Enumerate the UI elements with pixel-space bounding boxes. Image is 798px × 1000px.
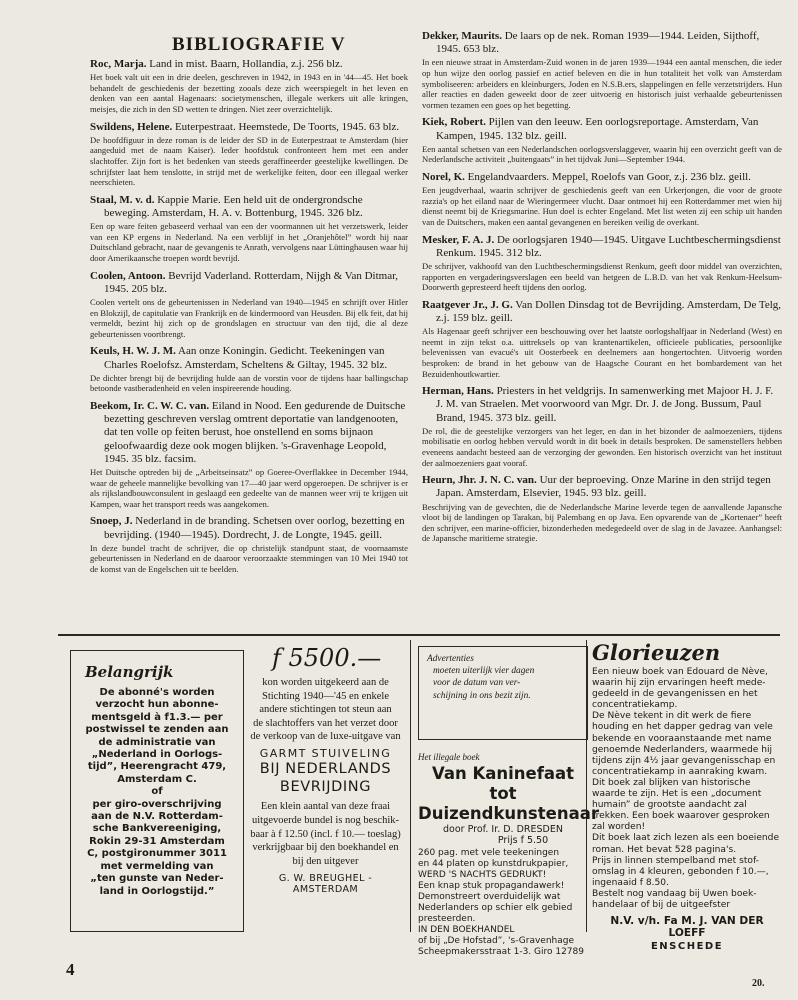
entry-description: Een op ware feiten gebaseerd verhaal van een der voormannen uit het verzetswerk, leider van een KP ergens in Nederland. Na een verblijf in het „Oranjehôtel” wordt hij naar Duitschland gebracht, naar de gevangenis te Anrath, vervolgens naar Lüttinghausen waar hij door Amerikaansche troepen wordt bevrijd. bbox=[90, 221, 408, 263]
bibliography-entry bbox=[422, 30, 782, 110]
ad-line: waarin hij zijn ervaringen heeft mede- bbox=[592, 678, 766, 689]
ad-heading: Glorieuzen bbox=[592, 640, 721, 665]
ad-body-2 bbox=[248, 800, 403, 869]
entry-description: In deze bundel tracht de schrijver, die op christelijk standpunt staat, de voornaamste gebeurtenissen in Nederland en de daaroor veroorzaakte stemmingen van 10 Mei 1940 tot de komst van de Engelschen uit te beelden. bbox=[90, 542, 408, 574]
ad-line: De Nève tekent in dit werk de fiere bbox=[592, 711, 752, 722]
ad-line: bij den uitgever bbox=[292, 856, 359, 868]
ad-line: humain” de grootste aandacht zal bbox=[592, 800, 747, 811]
bibliography-entry bbox=[422, 474, 782, 544]
bibliography-entry bbox=[422, 234, 782, 293]
entry-title: Land in mist. Baarn, Hollandia, z.j. 256 blz. bbox=[149, 58, 343, 70]
entry-description: Het Duitsche optreden bij de „Arbeitseinsatz” op Goeree-Overflakkee in December 1944, waar de geheele mannelijke bevolking van 17—40 jaar werd opgeroepen. De schrijver is er als rijkslandbouwconsulent in geslaagd een gedeelte van de mannen weer vrij te krijgen uit Kampen, waar het transport reeds was aangekomen. bbox=[90, 466, 408, 509]
ad-line: houding en het dapper gedrag van vele bbox=[592, 722, 773, 733]
ad-line: roman. Het bevat 528 pagina's. bbox=[592, 844, 737, 855]
ad-line: kon worden uitgekeerd aan de bbox=[262, 677, 389, 688]
notice-line: met vermelding van bbox=[100, 860, 214, 872]
ad-line: 260 pag. met vele teekeningen bbox=[418, 848, 560, 858]
notice-line: moeten uiterlijk vier dagen bbox=[433, 666, 535, 677]
ad-line: WERD 'S NACHTS GEDRUKT! bbox=[418, 870, 547, 880]
bibliography-entry bbox=[90, 270, 408, 340]
notice-line: voor de datum van ver- bbox=[433, 678, 521, 689]
notice-label: Advertenties bbox=[427, 654, 474, 664]
ad-line: of bij „De Hofstad”, 's-Gravenhage bbox=[418, 936, 575, 946]
entry-author: Coolen, Antoon. bbox=[90, 269, 166, 282]
entry-citation bbox=[90, 400, 408, 466]
ad-body bbox=[248, 676, 403, 744]
entry-description: In een nieuwe straat in Amsterdam-Zuid wonen in de jaren 1939—1944 een aantal menschen, die ieder op hun wijze den oorlog passief en actief beleven en die in hun totaliteit het volk van Amsterdam symboliseeren: arbeiders en kleinburgers, Joden en N.S.B.ers, slappelingen en felle verzetstrijders. Hun aller reacties en daden geweekt door de zeer uitvoerig en historisch juist verhaalde gebeurtenissen vormen tezamen een goes op het begetting. bbox=[422, 57, 782, 110]
ad-line: Bestelt nog vandaag bij Uwen boek- bbox=[592, 888, 757, 899]
entry-citation bbox=[90, 515, 408, 541]
entry-author: Staal, M. v. d. bbox=[90, 193, 155, 206]
entry-title: De oorlogsjaren 1940—1945. Uitgave Luchtbeschermingsdienst Renkum. 1945. 312 blz. bbox=[436, 233, 781, 259]
notice-line: „ten gunste van Neder- bbox=[90, 873, 224, 885]
ad-line: ingenaaid f 8.50. bbox=[592, 877, 669, 888]
entry-description: De dichter brengt bij de bevrijding hulde aan de vorstin voor de tijdens haar ballingschap betoonde vastberadenheid en velen inspireerende houding. bbox=[90, 372, 408, 394]
entry-title: Eiland in Nood. Een gedurende de Duitsche bezetting geschreven verslag omtrent deportatie van landgenooten, dat ten volle op feiten berust, hoe onstellend en soms bijnaon geloofwaardig deze ook mogen blijken. 's-Gravenhage Leopold, 1945. 35 blz. facsim. bbox=[104, 399, 406, 465]
entry-title: Nederland in de branding. Schetsen over oorlog, bezetting en bevrijding. (1940—1945). Dordrecht, J. de Longte, 1945. geill. bbox=[104, 515, 405, 541]
bibliography-entry bbox=[422, 299, 782, 379]
entry-description: De schrijver, vakhoofd van den Luchtbeschermingsdienst Renkum, geeft door middel van overzichten, rapporten en vergaderingsverslagen een beeld van hetgeen de L.B.D. van het vak Renkum-Heelsum-Doorwerth gepresteerd heeft tijdens den oorlog. bbox=[422, 260, 782, 293]
glorieuzen-ad bbox=[592, 640, 782, 952]
left-column bbox=[90, 58, 408, 580]
entry-author: Beekom, Ir. C. W. C. van. bbox=[90, 399, 210, 412]
ad-line: Demonstreert overduidelijk wat bbox=[418, 892, 561, 902]
notice-line: de administratie van bbox=[98, 736, 216, 748]
ad-author: GARMT STUIVELING bbox=[259, 746, 392, 760]
ad-line: gedeeld in de gevangenissen en het bbox=[592, 689, 758, 700]
entry-title: Uur der beproeving. Onze Marine in den strijd tegen Japan. Amsterdam, Elsevier, 1945. 93 blz. geill. bbox=[436, 474, 771, 500]
entry-title: Kappie Marie. Een held uit de ondergrondsche beweging. Amsterdam, H. A. v. Bottenburg, 1945. 326 blz. bbox=[104, 193, 363, 219]
bibliography-entry bbox=[90, 58, 408, 115]
ad-line: handelaar of bij de uitgeefster bbox=[592, 899, 731, 910]
entry-citation bbox=[90, 345, 408, 371]
entry-author: Mesker, F. A. J. bbox=[422, 233, 495, 246]
ad-publisher: G. W. BREUGHEL - AMSTERDAM bbox=[278, 872, 373, 895]
entry-citation bbox=[422, 30, 782, 56]
entry-citation bbox=[422, 171, 782, 184]
ad-line: presteerden. bbox=[418, 914, 476, 924]
ad-price: Prijs f 5.50 bbox=[497, 835, 549, 846]
entry-citation bbox=[90, 121, 408, 134]
ad-line: verkrijgbaar bij den boekhandel en bbox=[252, 842, 399, 854]
notice-line: Rokin 29-31 Amsterdam bbox=[89, 835, 225, 847]
notice-line: aan de N.V. Rotterdam- bbox=[91, 811, 223, 823]
notice-body bbox=[79, 687, 235, 898]
entry-title: Aan onze Koningin. Gedicht. Teekeningen van Charles Roelofsz. Amsterdam, Scheltens & Giltay, 1945. 32 blz. bbox=[104, 345, 388, 371]
subscription-notice bbox=[70, 650, 244, 932]
ad-publisher: N.V. v/h. Fa M. J. VAN DER LOEFF bbox=[610, 915, 764, 940]
notice-line: postwissel te zenden aan bbox=[85, 724, 229, 736]
notice-text bbox=[433, 665, 579, 702]
entry-citation bbox=[422, 385, 782, 425]
entry-author: Swildens, Helene. bbox=[90, 120, 173, 133]
notice-line: of bbox=[151, 786, 163, 798]
entry-citation bbox=[422, 474, 782, 500]
ad-line: Nederlanders op schier elk gebied bbox=[418, 903, 573, 913]
ad-author: door Prof. Ir. D. DRESDEN bbox=[443, 824, 563, 835]
bibliography-entry bbox=[90, 121, 408, 188]
entry-author: Raatgever Jr., J. G. bbox=[422, 298, 513, 311]
notice-line: schijning in ons bezit zijn. bbox=[433, 690, 531, 701]
bibliography-entry bbox=[90, 194, 408, 264]
column-divider bbox=[410, 640, 411, 932]
ad-line: baar à f 12.50 (incl. f 10.— toeslag) bbox=[250, 828, 401, 840]
ad-line: trekken. Een boek waarover gesproken bbox=[592, 811, 770, 822]
bibliography-entry bbox=[422, 116, 782, 165]
notice-line: De abonné's worden bbox=[99, 687, 215, 698]
bibliography-entry bbox=[90, 400, 408, 509]
page-title: BIBLIOGRAFIE V bbox=[172, 34, 346, 55]
notice-line: „Nederland in Oorlogs- bbox=[91, 749, 223, 761]
ad-line: IN DEN BOEKHANDEL bbox=[418, 925, 515, 935]
ad-title-line: BEVRIJDING bbox=[279, 778, 372, 795]
notice-line: mentsgeld à f1.3.— per bbox=[91, 711, 223, 723]
entry-title: De laars op de nek. Roman 1939—1944. Leiden, Sijthoff, 1945. 653 blz. bbox=[436, 30, 760, 56]
bibliography-entry bbox=[422, 171, 782, 228]
ad-line: genoemde Nederlanders, waarmede hij bbox=[592, 744, 773, 755]
notice-heading: Belangrijk bbox=[85, 663, 174, 681]
ad-line: Dit boek laat zich lezen als een boeiende bbox=[592, 833, 780, 844]
ad-line: Stichting 1940—'45 en enkele bbox=[262, 690, 389, 702]
notice-line: Amsterdam C. bbox=[117, 773, 197, 785]
ad-line: omslag in 4 kleuren, gebonden f 10.—, bbox=[592, 866, 769, 877]
ad-price: f 5500.— bbox=[272, 644, 382, 672]
ad-line: zal worden! bbox=[592, 822, 646, 833]
ad-line: concentratiekamp in aanraking kwam. bbox=[592, 766, 768, 777]
entry-author: Snoep, J. bbox=[90, 515, 133, 528]
entry-author: Keuls, H. W. J. M. bbox=[90, 345, 176, 358]
entry-citation bbox=[422, 116, 782, 142]
entry-description: Coolen vertelt ons de gebeurtenissen in Nederland van 1940—1945 en schrijft over Hitler en Blokzijl, de capitulatie van Frankrijk en de kindermoord van Heusden. Bij elk feit, dat hij vermeldt, bezint hij zich op de grondslagen en structuur van den tijd, die al deze gebeurtenissen voortbrengt. bbox=[90, 296, 408, 339]
entry-citation bbox=[90, 58, 408, 71]
entry-description: Het boek valt uit een in drie deelen, geschreven in 1942, in 1943 en in '44—45. Het boek behandelt de geschiedenis der bezetting zooals deze zich weerspiegelt in het leven en denken van een aantal Hagenaars: societymenschen, illegale werkers uit alle kringen, meisjes, die zich in den SD wetten te dringen. Niet zeer overzichtelijk. bbox=[90, 72, 408, 114]
ad-line: uitgevoerde bundel is nog beschik- bbox=[252, 814, 399, 826]
entry-citation bbox=[90, 270, 408, 296]
ad-title-line: Duizendkunstenaar bbox=[418, 804, 599, 823]
entry-title: Bevrijd Vaderland. Rotterdam, Nijgh & Van Ditmar, 1945. 205 blz. bbox=[104, 269, 399, 295]
entry-author: Kiek, Robert. bbox=[422, 116, 486, 129]
page-number-right: 20. bbox=[752, 978, 765, 989]
ad-book-title bbox=[418, 764, 599, 824]
entry-title: Pijlen van den leeuw. Een oorlogsreportage. Amsterdam, Van Kampen, 1945. 132 blz. geill. bbox=[436, 116, 759, 142]
ad-line: Een knap stuk propagandawerk! bbox=[418, 881, 565, 891]
notice-line: verzocht hun abonne- bbox=[95, 699, 219, 711]
right-column bbox=[422, 30, 782, 550]
ad-body bbox=[418, 848, 588, 958]
page-number-left: 4 bbox=[66, 960, 75, 979]
ad-line: tijdens zijn 4½ jaar gevangenisschap en bbox=[592, 755, 776, 766]
entry-author: Dekker, Maurits. bbox=[422, 30, 502, 42]
ad-line: Dit boek zal blijken van historische bbox=[592, 777, 751, 788]
ad-line: andere stichtingen tot steun aan bbox=[259, 704, 392, 716]
entry-title: Euterpestraat. Heemstede, De Toorts, 1945. 63 blz. bbox=[174, 120, 400, 133]
ad-title-line: BIJ NEDERLANDS bbox=[259, 760, 392, 777]
ad-line: concentratiekamp. bbox=[592, 700, 678, 711]
notice-line: land in Oorlogstijd.” bbox=[99, 885, 215, 897]
ad-line: Scheepmakersstraat 1-3. Giro 12789 bbox=[418, 947, 584, 957]
entry-description: Een aantal schetsen van een Nederlandschen oorlogsverslaggever, waarin hij een overzicht geeft van de Nederlandsche activiteit „buitengaats” in het tijdvak Juni—September 1944. bbox=[422, 143, 782, 165]
dresden-ad bbox=[418, 646, 599, 958]
ad-title-line: Van Kaninefaat tot bbox=[431, 764, 575, 803]
notice-line: C, postgironummer 3011 bbox=[87, 848, 227, 860]
ad-line: en 44 platen op kunstdrukpapier, bbox=[418, 859, 569, 869]
ad-book-title bbox=[248, 760, 403, 796]
ad-city: ENSCHEDE bbox=[650, 941, 724, 953]
ad-line: Een nieuw boek van Edouard de Nève, bbox=[592, 667, 768, 677]
ad-line: Een klein aantal van deze fraai bbox=[260, 800, 391, 812]
ad-body bbox=[592, 667, 782, 911]
entry-author: Herman, Hans. bbox=[422, 385, 494, 398]
entry-author: Roc, Marja. bbox=[90, 58, 147, 70]
notice-line: per giro-overschrijving bbox=[92, 798, 222, 810]
entry-citation bbox=[422, 234, 782, 260]
entry-citation bbox=[90, 194, 408, 220]
ad-line: de slachtoffers van het verzet door bbox=[253, 717, 398, 729]
ad-line: waarde te zijn. Het is een „document bbox=[592, 789, 762, 800]
bibliography-entry bbox=[422, 385, 782, 468]
entry-author: Norel, K. bbox=[422, 170, 465, 183]
ad-line: bekende en vooraanstaande met name bbox=[592, 733, 772, 744]
entry-author: Heurn, Jhr. J. N. C. van. bbox=[422, 474, 537, 487]
bibliography-entry bbox=[90, 345, 408, 394]
bibliography-entry bbox=[90, 515, 408, 574]
advertising-notice-box bbox=[418, 646, 588, 740]
entry-title: Priesters in het veldgrijs. In samenwerking met Majoor H. J. F. J. M. van Straelen. Met voorwoord van Mgr. Dr. J. de Jong. Bussum, Paul Brand, 1945. 373 blz. geill. bbox=[436, 385, 774, 424]
entry-citation bbox=[422, 299, 782, 325]
ad-kicker: Het illegale boek bbox=[418, 752, 480, 762]
entry-title: Van Dollen Dinsdag tot de Bevrijding. Amsterdam, De Telg, z.j. 159 blz. geill. bbox=[436, 298, 782, 324]
entry-description: De rol, die de geestelijke verzorgers van het leger, en dan in het bizonder de aalmoezeniers, tijdens mobilisatie en oorlog hebben vervuld wordt in dit boek in details besproken. De samenstellers hebben eveneens aandacht besteed aan de verzorging der gewonden. Een historisch overzicht van het instituut der aalmoezeniers gaat vooraf. bbox=[422, 425, 782, 468]
entry-description: De hoofdfiguur in deze roman is de leider der SD in de Euterpestraat te Amsterdam (hier aangeduid met de naam Kaiser). Ieder hoofdstuk confronteert hem met een ander slachtoffer. Zijn fort is het bedenken van steeds geraffineerder geestelijke kwellingen. De schrijfster laat hem tenslotte, in strijd met de werkelijke feiten, door een illegaal werker neerschieten. bbox=[90, 134, 408, 188]
notice-line: sche Bankvereeniging, bbox=[92, 823, 222, 835]
notice-line: tijd”, Heerengracht 479, bbox=[87, 761, 227, 773]
section-divider bbox=[58, 634, 780, 636]
ad-line: de verkoop van de luxe-uitgave van bbox=[250, 731, 401, 743]
entry-description: Beschrijving van de gevechten, die de Nederlandsche Marine leverde tegen de aanvallende Japansche vloot bij de landingen op Tarakan, bij Palembang en op Java. Een opvarende van de „Kortenaer” heeft den schrijver, een marine-officier, bizonderheden medegedeeld over de slag in de Javazee. Aanhangsel: de Japansche maritieme strategie. bbox=[422, 501, 782, 544]
entry-description: Als Hagenaar geeft schrijver een beschouwing over het laatste oorlogshalfjaar in Nederland (West) en neemt in zijn tekst o.a. uittreksels op van krantenartikelen, officieele publicaties, persoonlijke belevenissen van evacué's uit Oosterbeek en deelnemers aan hongertochten. Uitvoerig worden besproken: de brand in het gebouw van de Haagsche Courant en het bombardement van het Bezuidenhoutkwartier. bbox=[422, 326, 782, 379]
entry-title: Engelandvaarders. Meppel, Roelofs van Goor, z.j. 236 blz. geill. bbox=[467, 170, 751, 183]
entry-description: Een jeugdverhaal, waarin schrijver de geschiedenis geeft van een Urkerjongen, die voor de groote razzia's op het eiland naar de Wieringermeer vlucht. Daar ontmoet hij een Rotterdammer met wien hij dienst neemt bij de Kriegsmarine. Hun doel is echter Engeland. Met list weten zij een schip uit handen van de Duitschers, maken een aantal gevangenen en bereiken veilig de overkant. bbox=[422, 185, 782, 227]
stuiveling-ad bbox=[248, 640, 403, 895]
ad-line: Prijs in linnen stempelband met stof- bbox=[592, 855, 759, 866]
